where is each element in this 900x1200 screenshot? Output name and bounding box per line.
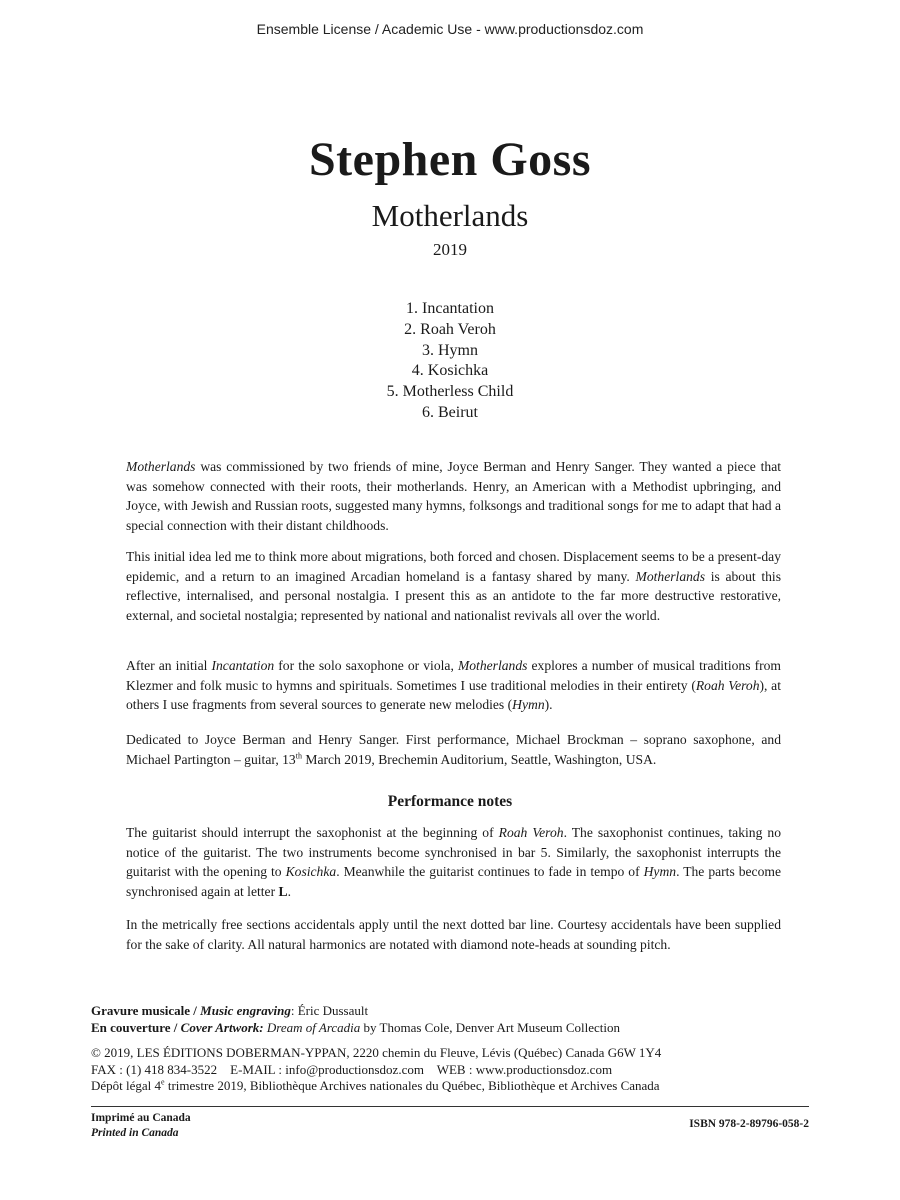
performance-notes-paragraph-1 <box>126 823 781 901</box>
performance-notes-paragraph-2 <box>126 915 781 954</box>
text-run: In the metrically free sections accidentals apply until the next dotted bar line. Courtesy accidentals have been supplied for the sake of clarity. All natural harmonics are notated with diamond note-heads at sounding pitch. <box>126 917 781 952</box>
movement-ref: Roah Veroh <box>498 825 564 840</box>
ordinal-suffix: e <box>161 1077 165 1087</box>
movement-ref: Hymn <box>512 697 545 713</box>
text-run: This initial idea led me to think more about migrations, both forced and chosen. Displacement seems to be a present-day epidemic, and a return to an imagined Arcadian homeland is a fantasy shared by many. <box>126 549 781 584</box>
credits-block <box>91 1003 811 1036</box>
text-run: trimestre 2019, Bibliothèque Archives nationales du Québec, Bibliothèque et Archives Canada <box>164 1078 660 1093</box>
ordinal-suffix: th <box>295 751 302 761</box>
rehearsal-letter: L <box>278 883 288 899</box>
movement-ref: Incantation <box>211 658 275 673</box>
text-run: . <box>287 883 291 899</box>
cover-artwork-title: Dream of Arcadia <box>266 1019 361 1035</box>
engraving-label-fr: Gravure musicale / <box>91 1003 201 1018</box>
text-run: explores a number of musical traditions from Klezmer and folk music to hymns and spirituals. Sometimes I use traditional melodies in their entirety ( <box>126 658 782 693</box>
isbn: ISBN 978-2-89796-058-2 <box>689 1118 809 1130</box>
text-run: was commissioned by two friends of mine, Joyce Berman and Henry Sanger. They wanted a piece that was somehow connected with their roots, their motherlands. Henry, an American with a Methodist upbringing, and Joyce, with Jewish and Russian roots, suggested many hymns, folksongs and traditional songs for me to adapt that had a special connection with their distant childhoods. <box>126 459 781 533</box>
text-run: is about this reflective, internalised, and personal nostalgia. I present this as an antidote to the far more destructive restorative, external, and societal nostalgia; represented by national and nationalist revivals all over the world. <box>126 568 781 623</box>
movement-list <box>0 299 900 424</box>
text-run: March 2019, Brechemin Auditorium, Seattle, Washington, USA. <box>301 751 657 767</box>
composition-year: 2019 <box>433 240 467 259</box>
text-run: . The parts become synchronised again at letter <box>126 864 781 899</box>
text-run: Dépôt légal 4 <box>91 1078 162 1093</box>
text-run: for the solo saxophone or viola, <box>274 658 458 673</box>
license-banner: Ensemble License / Academic Use - www.productionsdoz.com <box>256 21 644 37</box>
intro-paragraph-2 <box>126 547 781 625</box>
composer-name: Stephen Goss <box>308 133 592 186</box>
printed-in-canada <box>91 1111 191 1141</box>
movement-item: 1. Incantation <box>406 300 494 317</box>
legal-deposit <box>91 1078 811 1095</box>
movement-ref: Kosichka <box>285 864 337 880</box>
movement-item: 2. Roah Veroh <box>404 320 496 338</box>
text-run: After an initial <box>126 658 212 673</box>
cover-label-en: Cover Artwork: <box>180 1019 264 1035</box>
movement-item: 3. Hymn <box>422 341 478 359</box>
work-title-ref: Motherlands <box>635 568 706 584</box>
publisher-address: © 2019, LES ÉDITIONS DOBERMAN-YPPAN, 2220 chemin du Fleuve, Lévis (Québec) Canada G6W 1Y4 <box>91 1045 662 1060</box>
printed-fr: Imprimé au Canada <box>91 1112 191 1124</box>
dedication-paragraph <box>126 730 781 769</box>
cover-artwork-source: by Thomas Cole, Denver Art Museum Collection <box>360 1019 621 1035</box>
engraving-credit <box>91 1003 811 1020</box>
cover-credit <box>91 1020 811 1037</box>
engraving-label-en: Music engraving <box>200 1003 291 1018</box>
work-title: Motherlands <box>371 198 529 233</box>
publisher-block <box>91 1045 811 1095</box>
text-run: ), at others I use fragments from several sources to generate new melodies ( <box>126 677 781 713</box>
movement-ref: Hymn <box>643 864 677 880</box>
movement-item: 5. Motherless Child <box>386 383 514 401</box>
movement-item: 4. Kosichka <box>411 362 489 380</box>
footer-divider <box>91 1106 809 1107</box>
work-title-ref: Motherlands <box>457 658 528 673</box>
performance-notes-heading: Performance notes <box>387 793 513 810</box>
intro-paragraph-1 <box>126 457 781 535</box>
engraver-name: : Éric Dussault <box>290 1003 369 1018</box>
intro-paragraph-3 <box>126 656 781 715</box>
work-title-ref: Motherlands <box>126 459 196 474</box>
text-run: . The saxophonist continues, taking no notice of the guitarist. The two instruments become synchronised in bar 5. Similarly, the saxophonist interrupts the guitarist with the opening to <box>126 825 781 880</box>
text-run: ). <box>544 697 553 713</box>
movement-item: 6. Beirut <box>422 403 478 421</box>
publisher-contact: FAX : (1) 418 834-3522 E-MAIL : info@productionsdoz.com WEB : www.productionsdoz.com <box>91 1061 613 1077</box>
cover-label-fr: En couverture / <box>91 1019 181 1035</box>
printed-en: Printed in Canada <box>91 1127 179 1139</box>
text-run: The guitarist should interrupt the saxophonist at the beginning of <box>126 825 499 840</box>
text-run: . Meanwhile the guitarist continues to fade in tempo of <box>336 864 644 880</box>
text-run: Dedicated to Joyce Berman and Henry Sanger. First performance, Michael Brockman – soprano saxophone, and Michael Partington – guitar, 13 <box>126 732 781 767</box>
movement-ref: Roah Veroh <box>695 677 760 693</box>
